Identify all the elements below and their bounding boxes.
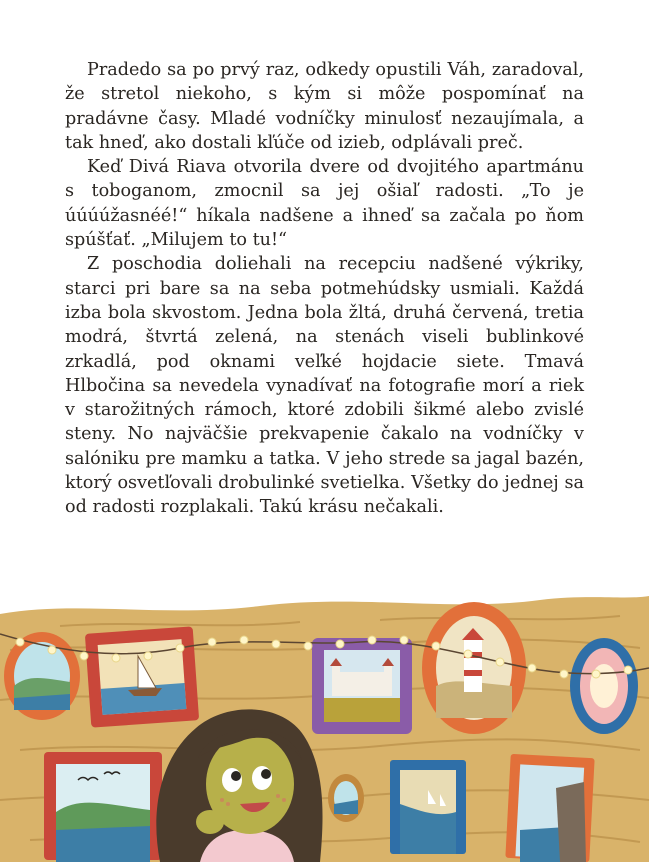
illustration [0, 590, 649, 862]
paragraph-3: Z poschodia doliehali na recepciu nadšené výkriky, starci pri bare sa na seba potmehúdsky usmiali. Každá izba bola skvostom. Jedna bola žltá, druhá červená, tretia modrá, štvrtá zelená, na stenách viseli bublinkové zrkadlá, pod oknami veľké hojdacie siete. Tmavá Hlbočina sa nevedela vynadívať na fotografie morí a riek v starožitných rámoch, ktoré zdobili šikmé alebo zvislé steny. No najväčšie prekvapenie čakalo na vodníčky v salóniku pre mamku a tatka. V jeho strede sa jagal bazén, ktorý osvetľovali drobulinké svetielka. Všetky do jednej sa od radosti rozplakali. Takú krásu nečakali. [65, 254, 584, 518]
story-text [65, 58, 584, 520]
paragraph-1: Pradedo sa po prvý raz, odkedy opustili Váh, zaradoval, že stretol niekoho, s kým si môže pospomínať na pradávne časy. Mladé vodníčky minulosť nezaujímala, a tak hneď, ako dostali kľúče od izieb, odplávali preč. [65, 60, 584, 153]
frame-beach [390, 760, 466, 854]
illustration-svg [0, 590, 649, 862]
frame-coast-birds [44, 752, 162, 862]
frame-cliffs [505, 754, 594, 862]
frame-sailboat [85, 626, 199, 727]
frame-small-oval [328, 774, 364, 822]
frame-lighthouse [422, 602, 526, 734]
frame-mirror-right [570, 638, 638, 734]
frame-castle [312, 638, 412, 734]
paragraph-2: Keď Divá Riava otvorila dvere od dvojitého apartmánu s toboganom, zmocnil sa jej ošiaľ radosti. „To je úúúúžasnéé!“ híkala nadšene a ihneď sa začala po ňom spúšťať. „Milujem to tu!“ [65, 157, 584, 251]
